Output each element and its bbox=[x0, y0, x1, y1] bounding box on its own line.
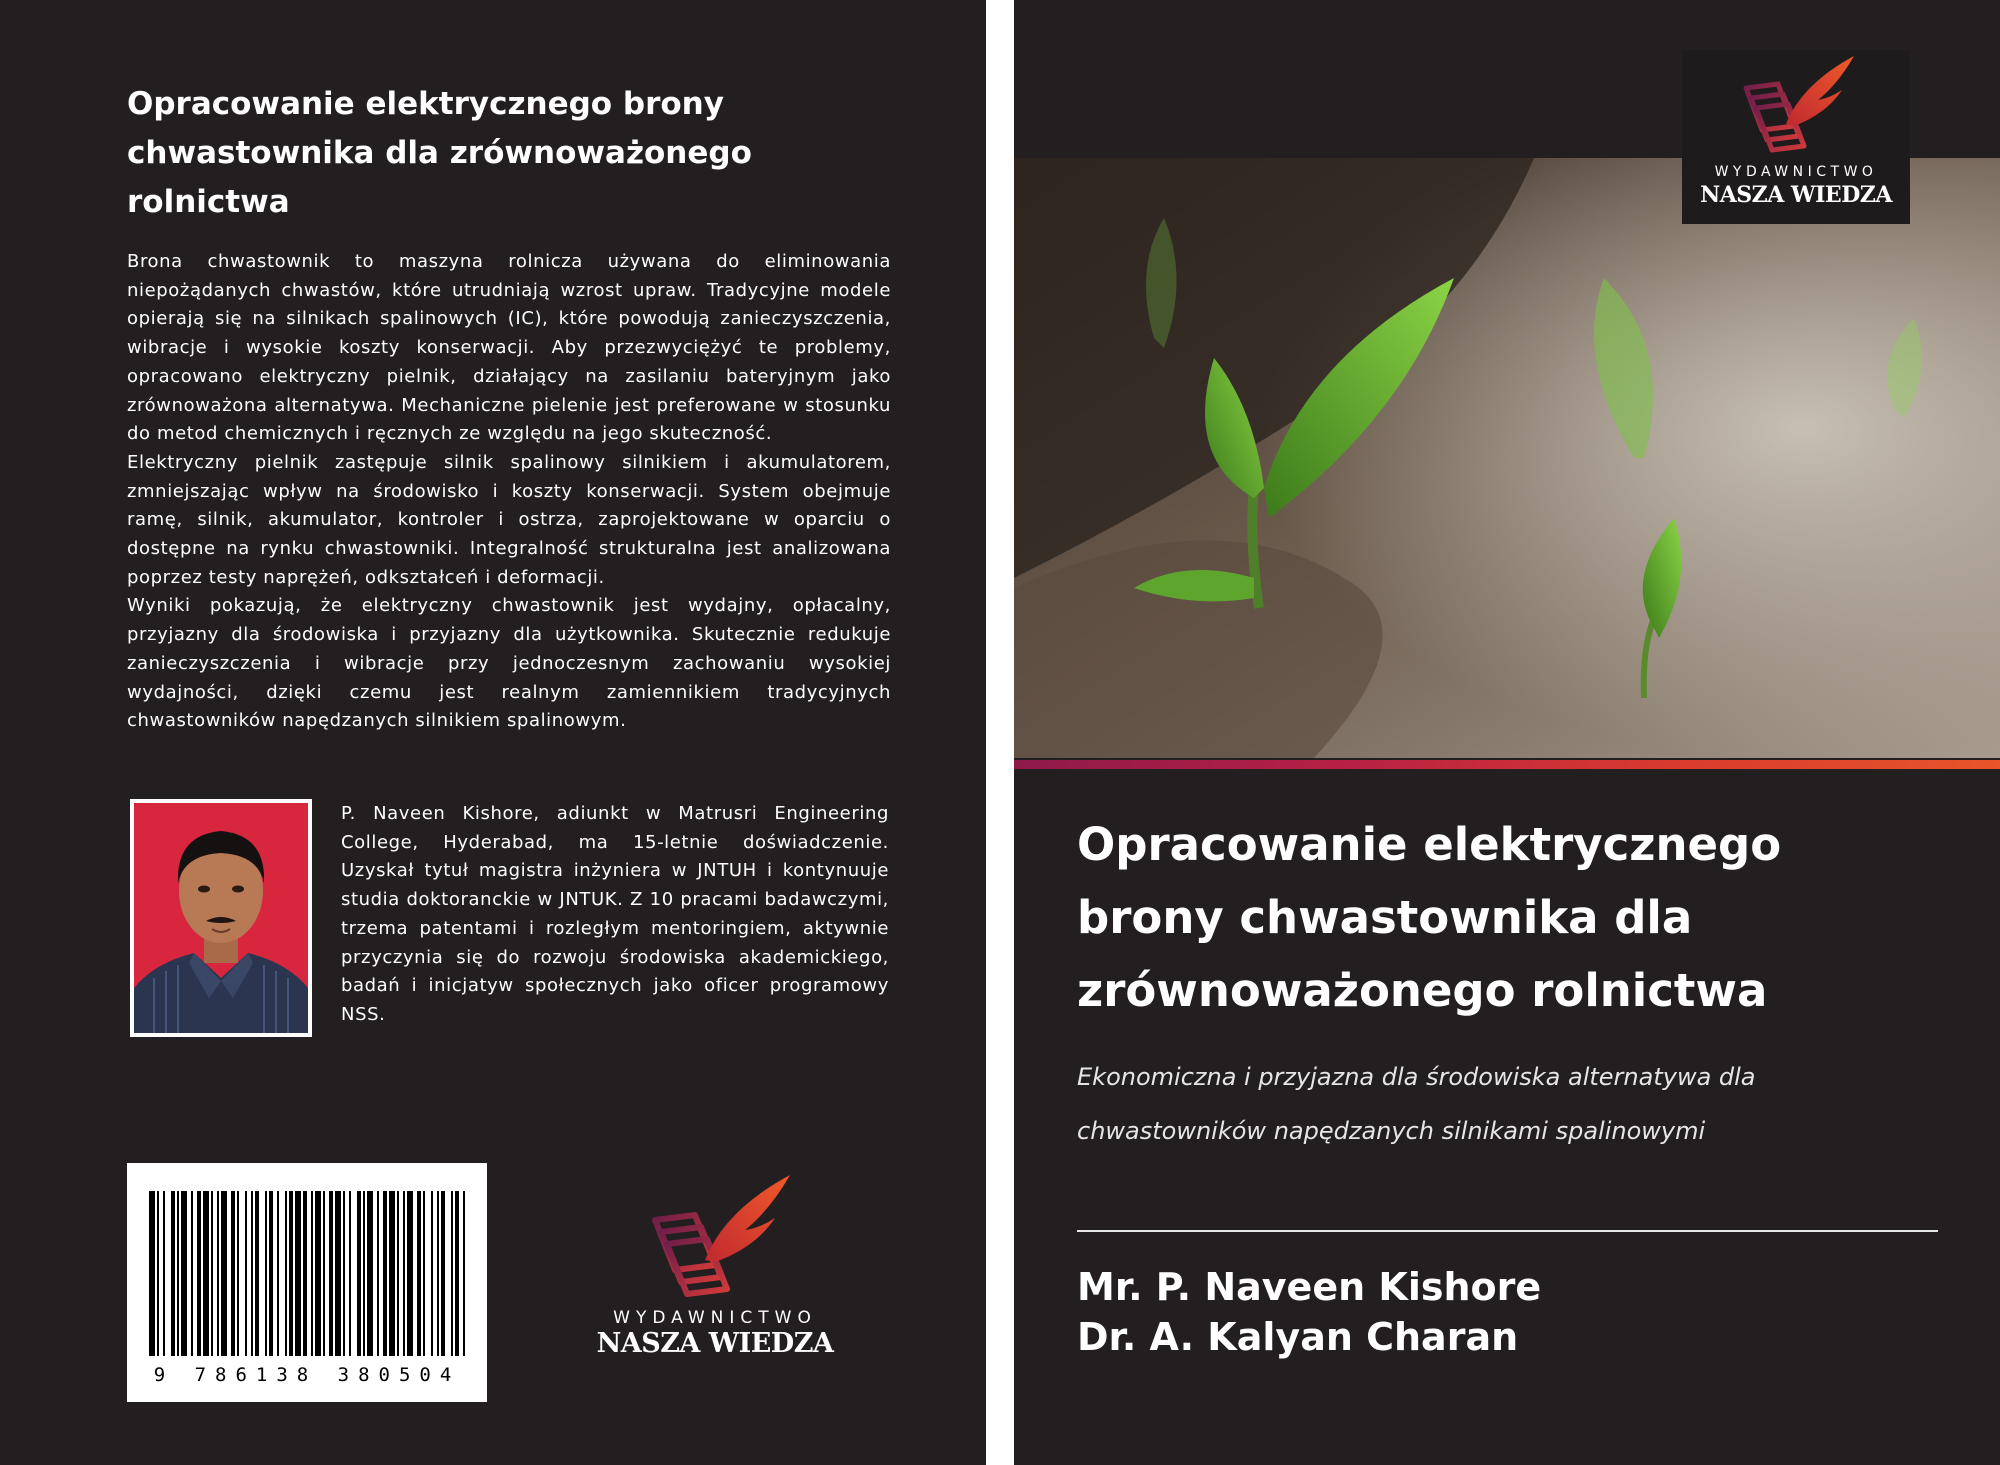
barcode-bar bbox=[363, 1191, 365, 1356]
publisher-logo-back bbox=[585, 1170, 845, 1370]
barcode-bar bbox=[149, 1191, 155, 1356]
spine-gap bbox=[986, 0, 1014, 1465]
barcode-bar bbox=[303, 1191, 307, 1356]
barcode-bar bbox=[315, 1191, 321, 1356]
isbn-barcode bbox=[127, 1163, 487, 1402]
barcode-bar bbox=[269, 1191, 273, 1356]
front-cover-title bbox=[1077, 808, 1937, 1027]
barcode-bar bbox=[329, 1191, 333, 1356]
barcode-bar bbox=[177, 1191, 179, 1356]
barcode-bar bbox=[245, 1191, 247, 1356]
barcode-bar bbox=[217, 1191, 219, 1356]
seedling-photo bbox=[1014, 158, 2000, 758]
seedling-image bbox=[1014, 158, 2000, 758]
back-cover-title: Opracowanie elektrycznego brony chwastownika dla zrównoważonego rolnictwa bbox=[127, 86, 752, 220]
barcode-bar bbox=[285, 1191, 287, 1356]
subtitle-line-2: chwastowników napędzanych silnikami spalinowymi bbox=[1077, 1117, 1706, 1145]
publisher-label-small: WYDAWNICTWO bbox=[613, 1308, 817, 1328]
front-cover-subtitle bbox=[1077, 1050, 1937, 1158]
publisher-label-big: NASZA WIEDZA bbox=[1700, 182, 1892, 208]
publisher-logo-front bbox=[1682, 50, 1910, 224]
barcode-bar bbox=[157, 1191, 159, 1356]
front-cover bbox=[1014, 0, 2000, 1465]
barcode-bar bbox=[289, 1191, 293, 1356]
barcode-bar bbox=[397, 1191, 399, 1356]
barcode-bar bbox=[311, 1191, 313, 1356]
barcode-bar bbox=[455, 1191, 459, 1356]
barcode-bar bbox=[335, 1191, 341, 1356]
barcode-bar bbox=[203, 1191, 209, 1356]
publisher-label-big: NASZA WIEDZA bbox=[596, 1328, 834, 1359]
back-cover bbox=[0, 0, 986, 1465]
barcode-bar bbox=[191, 1191, 193, 1356]
barcode-bar bbox=[441, 1191, 445, 1356]
barcode-bar bbox=[423, 1191, 425, 1356]
title-line-1: Opracowanie elektrycznego bbox=[1077, 818, 1782, 871]
author-bio: P. Naveen Kishore, adiunkt w Matrusri Engineering College, Hyderabad, ma 15-letnie doświadczenie. Uzyskał tytuł magistra inżyniera w JNTUH i kontynuuje studia doktoranckie w JNTUK. Z 10 pracami badawczymi, trzema patentami i rozległym mentoringiem, aktywnie przyczynia się do rozwoju środowiska akademickiego, badań i inicjatyw społecznych jako oficer programowy NSS. bbox=[341, 803, 889, 1025]
barcode-bar bbox=[437, 1191, 439, 1356]
title-line-2: brony chwastownika dla bbox=[1077, 891, 1693, 944]
isbn-digits: 9 786138 380504 bbox=[153, 1364, 461, 1386]
barcode-bar bbox=[197, 1191, 201, 1356]
barcode-bars bbox=[127, 1163, 487, 1363]
barcode-bar bbox=[463, 1191, 465, 1356]
barcode-bar bbox=[451, 1191, 453, 1356]
barcode-bar bbox=[431, 1191, 433, 1356]
author-photo bbox=[130, 799, 312, 1037]
barcode-bar bbox=[237, 1191, 239, 1356]
subtitle-line-1: Ekonomiczna i przyjazna dla środowiska alternatywa dla bbox=[1077, 1063, 1756, 1091]
barcode-bar bbox=[251, 1191, 253, 1356]
barcode-bar bbox=[407, 1191, 413, 1356]
author-1: Mr. P. Naveen Kishore bbox=[1077, 1265, 1542, 1309]
barcode-bar bbox=[295, 1191, 301, 1356]
author-names bbox=[1077, 1262, 1937, 1362]
author-2: Dr. A. Kalyan Charan bbox=[1077, 1315, 1519, 1359]
barcode-bar bbox=[277, 1191, 279, 1356]
barcode-bar bbox=[255, 1191, 259, 1356]
barcode-bar bbox=[181, 1191, 187, 1356]
barcode-bar bbox=[389, 1191, 395, 1356]
barcode-bar bbox=[383, 1191, 387, 1356]
accent-bar bbox=[1014, 760, 2000, 769]
barcode-bar bbox=[357, 1191, 361, 1356]
book-quill-icon bbox=[1682, 50, 1910, 160]
barcode-bar bbox=[323, 1191, 325, 1356]
barcode-bar bbox=[211, 1191, 213, 1356]
barcode-bar bbox=[417, 1191, 421, 1356]
title-line-3: zrównoważonego rolnictwa bbox=[1077, 964, 1768, 1017]
blurb-paragraph-2: Elektryczny pielnik zastępuje silnik spalinowy silnikiem i akumulatorem, zmniejszając wpływ na środowisko i koszty konserwacji. System obejmuje ramę, silnik, akumulator, kontroler i ostrza, zaprojektowane w oparciu o dostępne na rynku chwastowniki. Integralność strukturalna jest analizowana poprzez testy naprężeń, odkształceń i deformacji. bbox=[127, 451, 891, 588]
barcode-bar bbox=[343, 1191, 345, 1356]
barcode-bar bbox=[221, 1191, 227, 1356]
barcode-bar bbox=[231, 1191, 235, 1356]
divider-rule bbox=[1077, 1230, 1938, 1232]
blurb-paragraph-3: Wyniki pokazują, że elektryczny chwastownik jest wydajny, opłacalny, przyjazny dla środowiska i przyjazny dla użytkownika. Skutecznie redukuje zanieczyszczenia i wibracje przy jednoczesnym zachowaniu wysokiej wydajności, dzięki czemu jest realnym zamiennikiem tradycyjnych chwastowników napędzanych silnikiem spalinowym. bbox=[127, 595, 891, 732]
barcode-bar bbox=[171, 1191, 175, 1356]
barcode-bar bbox=[163, 1191, 165, 1356]
barcode-bar bbox=[265, 1191, 267, 1356]
back-cover-blurb bbox=[127, 248, 891, 736]
author-portrait-image bbox=[134, 803, 308, 1033]
barcode-bar bbox=[403, 1191, 405, 1356]
barcode-bar bbox=[349, 1191, 351, 1356]
blurb-paragraph-1: Brona chwastownik to maszyna rolnicza używana do eliminowania niepożądanych chwastów, które utrudniają wzrost upraw. Tradycyjne modele opierają się na silnikach spalinowych (IC), które powodują zanieczyszczenia, wibracje i wysokie koszty konserwacji. Aby przezwyciężyć te problemy, opracowano elektryczny pielnik, działający na zasilaniu bateryjnym jako zrównoważona alternatywa. Mechaniczne pielenie jest preferowane w stosunku do metod chemicznych i ręcznych ze względu na jego skuteczność. bbox=[127, 251, 891, 445]
barcode-bar bbox=[367, 1191, 373, 1356]
barcode-bar bbox=[377, 1191, 379, 1356]
publisher-label-small: WYDAWNICTWO bbox=[1714, 164, 1878, 180]
book-quill-icon bbox=[585, 1170, 845, 1300]
